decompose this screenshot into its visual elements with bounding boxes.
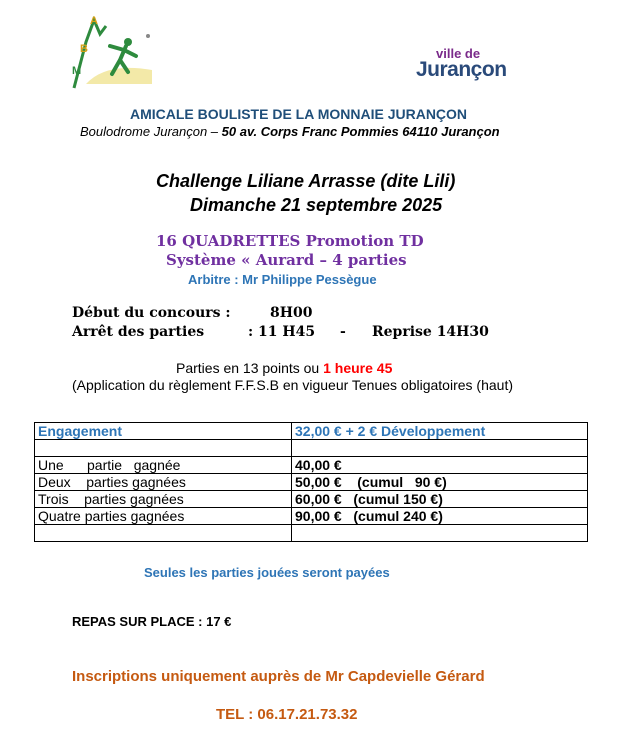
table-cell: Une partie gagnée — [35, 457, 292, 474]
start-label: Début du concours : — [72, 305, 231, 321]
header-cell: 32,00 € + 2 € Développement — [292, 423, 588, 440]
prize-table — [34, 422, 588, 542]
meal-price: REPAS SUR PLACE : 17 € — [72, 614, 232, 629]
table-header-row — [35, 423, 588, 440]
svg-text:M: M — [72, 65, 82, 77]
svg-text:A: A — [90, 15, 98, 27]
game-rules-text: Parties en 13 points ou — [176, 360, 324, 376]
club-address — [80, 124, 500, 139]
table-row — [35, 525, 588, 542]
table-cell — [292, 525, 588, 542]
phone-number: TEL : 06.17.21.73.32 — [216, 706, 358, 723]
table-row — [35, 474, 588, 491]
address-street: 50 av. Corps Franc Pommies 64110 Jurançon — [221, 124, 500, 139]
event-referee: Arbitre : Mr Philippe Pessègue — [188, 272, 377, 287]
stop-value: : 11 H45 — [248, 324, 316, 340]
club-name: AMICALE BOULISTE DE LA MONNAIE JURANÇON — [130, 106, 468, 122]
table-cell: Deux parties gagnées — [35, 474, 292, 491]
resume-time: Reprise 14H30 — [372, 324, 489, 340]
table-cell — [35, 440, 292, 457]
club-logo — [66, 12, 156, 90]
table-cell: Quatre parties gagnées — [35, 508, 292, 525]
table-row — [35, 440, 588, 457]
event-date: Dimanche 21 septembre 2025 — [190, 195, 443, 215]
stop-label: Arrêt des parties — [72, 324, 205, 340]
schedule-dash: - — [340, 324, 346, 340]
address-venue: Boulodrome Jurançon – — [80, 124, 222, 139]
table-cell: 90,00 € (cumul 240 €) — [292, 508, 588, 525]
table-cell — [35, 525, 292, 542]
ville-logo-name: Jurançon — [416, 58, 507, 81]
game-rules — [176, 360, 392, 376]
table-row — [35, 457, 588, 474]
table-cell: 60,00 € (cumul 150 €) — [292, 491, 588, 508]
ville-logo — [414, 46, 514, 90]
svg-text:B: B — [80, 43, 88, 55]
petanque-player-logo-icon — [66, 12, 156, 90]
payout-note: Seules les parties jouées seront payées — [144, 565, 390, 580]
event-format: 16 QUADRETTES Promotion TD — [156, 232, 424, 250]
registration-contact: Inscriptions uniquement auprès de Mr Capdevielle Gérard — [72, 668, 485, 685]
ville-logo-prefix: ville de — [436, 46, 481, 61]
table-cell: Trois parties gagnées — [35, 491, 292, 508]
table-cell: 50,00 € (cumul 90 €) — [292, 474, 588, 491]
header-cell: Engagement — [35, 423, 292, 440]
regulation-note: (Application du règlement F.F.S.B en vigueur Tenues obligatoires (haut) — [72, 377, 513, 393]
game-rules-time: 1 heure 45 — [323, 360, 393, 376]
start-value: 8H00 — [270, 305, 313, 321]
table-cell: 40,00 € — [292, 457, 588, 474]
table-row — [35, 491, 588, 508]
table-row — [35, 508, 588, 525]
table-cell — [292, 440, 588, 457]
event-title: Challenge Liliane Arrasse (dite Lili) — [156, 171, 456, 191]
event-system: Système « Aurard – 4 parties — [166, 251, 407, 269]
